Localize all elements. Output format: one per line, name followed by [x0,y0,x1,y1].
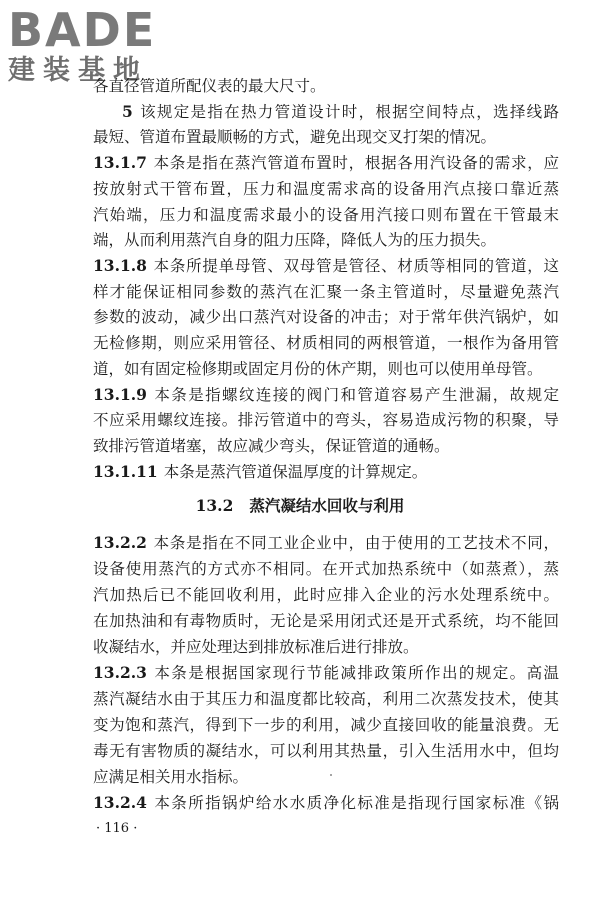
text-line: 参数的波动，减少出口蒸汽对设备的冲击；对于常年供汽锅炉，如 [93,308,559,326]
logo-subtitle: 建装基地 [8,55,148,86]
page-number: · 116 · [96,821,138,836]
clause-number: 13.2.2 [93,533,147,552]
clause-number: 13.1.9 [93,385,147,404]
text-line: 13.1.7 本条是指在蒸汽管道布置时，根据各用汽设备的需求，应 [93,153,559,172]
text-line: 汽加热后已不能回收利用，此时应排入企业的污水处理系统中。 [93,586,559,604]
clause-number: 13.2.3 [93,663,147,682]
text-line: 13.1.9 本条是指螺纹连接的阀门和管道容易产生泄漏，故规定 [93,385,559,404]
text-line: 变为饱和蒸汽，得到下一步的利用，减少直接回收的能量浪费。无 [93,716,559,734]
text-line: 13.2.3 本条是根据国家现行节能减排政策所作出的规定。高温 [93,663,559,682]
logo-wordmark: BADE [8,3,157,57]
text-line: 设备使用蒸汽的方式亦不相同。在开式加热系统中（如蒸煮），蒸 [93,560,559,578]
text-line: 端，从而利用蒸汽自身的阻力压降，降低人为的压力损失。 [93,231,497,249]
text-line: 13.2.4 本条所指锅炉给水水质净化标准是指现行国家标准《锅 [93,793,559,812]
section-title: 蒸汽凝结水回收与利用 [249,496,405,515]
clause-number: 13.1.8 [93,256,147,275]
text-line: 13.1.11 本条是蒸汽管道保温厚度的计算规定。 [93,462,428,481]
clause-number: 13.1.11 [93,462,158,481]
text-line: 道，如有固定检修期或固定月份的休产期，则也可以使用单母管。 [93,360,543,378]
text-line: 5 该规定是指在热力管道设计时，根据空间特点，选择线路 [122,102,559,121]
speck [330,774,332,776]
text-line: 毒无有害物质的凝结水，可以利用其热量，引入生活用水中，但均 [93,742,559,760]
text-line: 蒸汽凝结水由于其压力和温度都比较高，利用二次蒸发技术，使其 [93,690,559,708]
text-line: 汽始端，压力和温度需求最小的设备用汽接口则布置在干管最末 [93,206,559,224]
text-line: 应满足相关用水指标。 [93,768,249,786]
clause-number: 13.1.7 [93,153,147,172]
clause-number: 13.2.4 [93,793,147,812]
text-line: 致排污管道堵塞，故应减少弯头，保证管道的通畅。 [93,437,450,455]
text-line: 按放射式干管布置，压力和温度需求高的设备用汽点接口靠近蒸 [93,180,559,198]
text-line: 无检修期，则应采用管径、材质相同的两根管道，一根作为备用管 [93,334,559,352]
bade-logo [8,3,178,86]
text-line: 最短、管道布置最顺畅的方式，避免出现交叉打架的情况。 [93,128,497,146]
clause-number: 5 [122,102,133,121]
text-line: 各直径管道所配仪表的最大尺寸。 [93,77,326,95]
text-line: 13.1.8 本条所提单母管、双母管是管径、材质等相同的管道，这 [93,256,559,275]
text-line: 在加热油和有毒物质时，无论是采用闭式还是开式系统，均不能回 [93,612,559,630]
section-heading [0,496,600,516]
text-line: 不应采用螺纹连接。排污管道中的弯头，容易造成污物的积聚，导 [93,411,559,429]
text-line: 样才能保证相同参数的蒸汽在汇聚一条主管道时，尽量避免蒸汽 [93,283,559,301]
text-line: 13.2.2 本条是指在不同工业企业中，由于使用的工艺技术不同， [93,533,559,552]
section-number: 13.2 [195,496,234,515]
text-line: 收凝结水，并应处理达到排放标准后进行排放。 [93,638,419,656]
